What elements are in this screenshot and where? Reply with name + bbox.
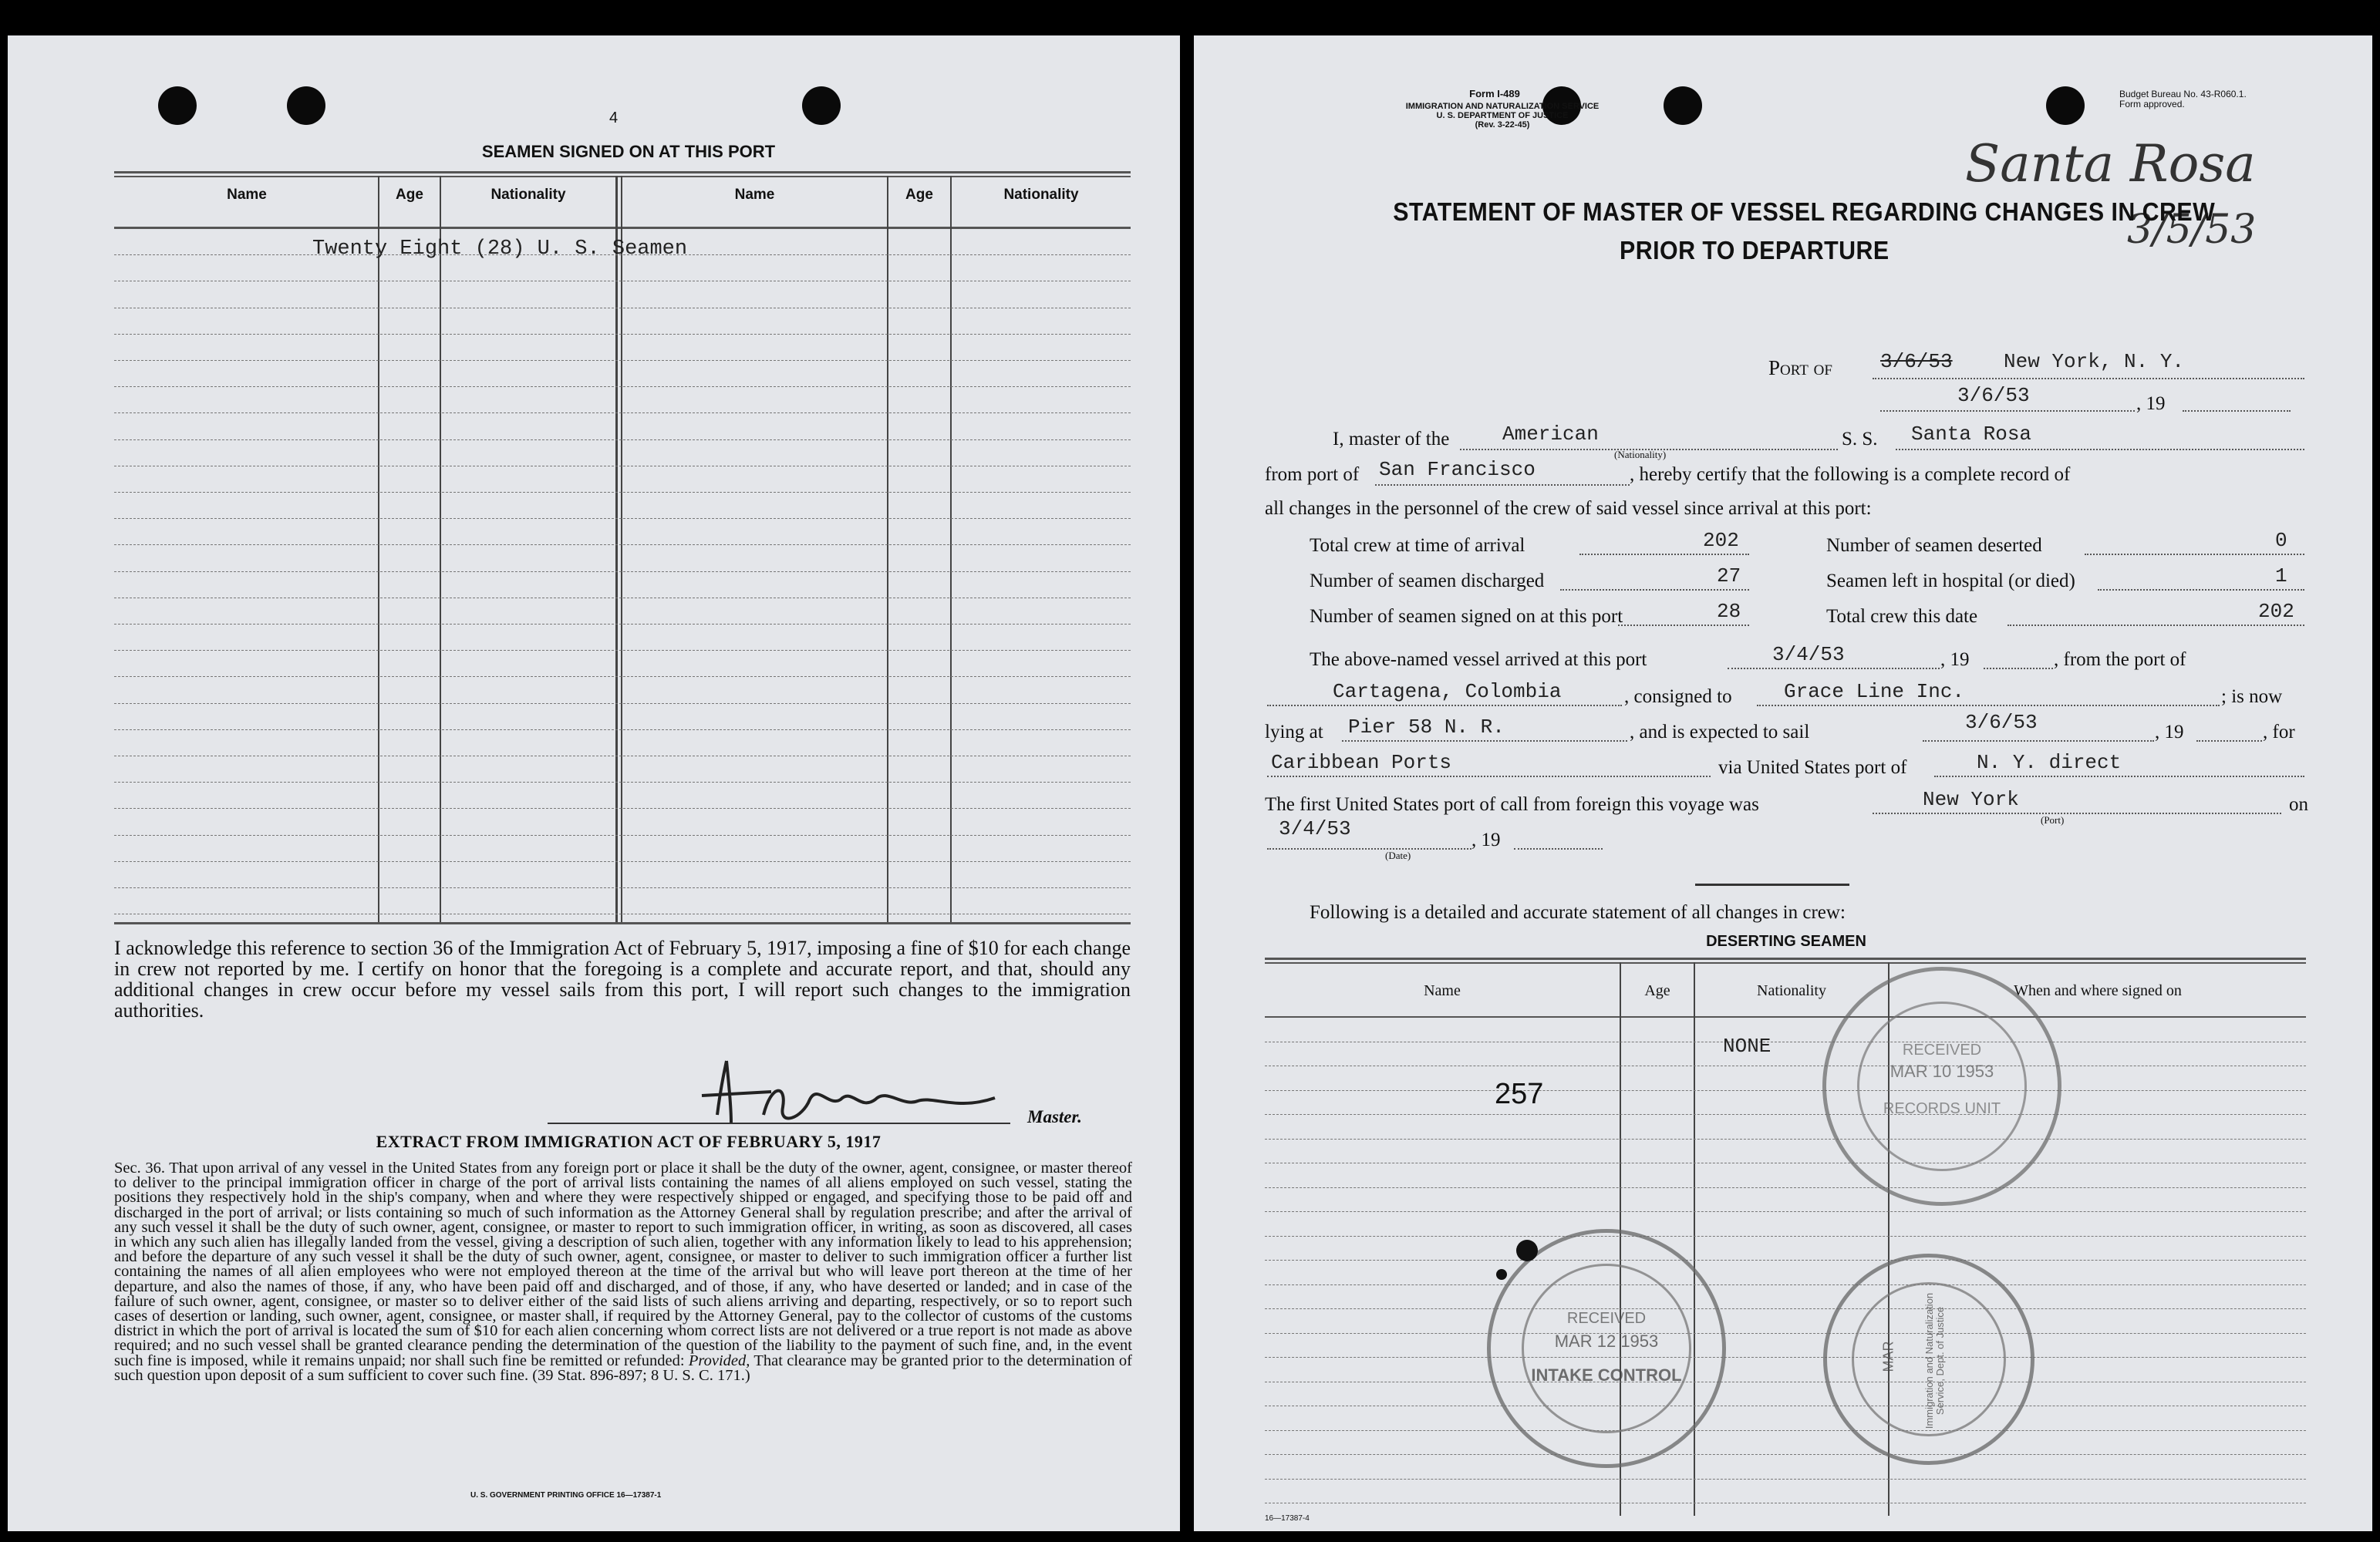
column-divider (440, 176, 441, 922)
first-date-line (1267, 848, 1471, 850)
right-page (1194, 35, 2372, 1531)
first-port-label: The first United States port of call from foreign this voyage was (1265, 794, 1759, 815)
sail-year-line (2196, 740, 2262, 742)
punch-hole (802, 86, 841, 125)
stat-label: Total crew this date (1826, 606, 1978, 627)
column-header: Age (905, 187, 933, 203)
port-line (1873, 378, 2304, 379)
stat-line (2007, 625, 2304, 626)
via-value: N. Y. direct (1977, 751, 2122, 774)
ink-blot (1516, 1240, 1538, 1261)
table-row (1265, 1090, 2306, 1091)
table-top-border (1265, 958, 2306, 960)
column-header: When and where signed on (2014, 982, 2182, 999)
vessel-value: Santa Rosa (1911, 423, 2032, 446)
budget-line: Budget Bureau No. 43-R060.1. (2119, 89, 2247, 99)
from-port-label: from port of (1265, 464, 1360, 485)
ins-stamp (1823, 1254, 2034, 1465)
first-date-19: , 19 (1471, 830, 1501, 850)
stat-value: 27 (1717, 564, 1741, 588)
stat-label: Total crew at time of arrival (1310, 535, 1525, 556)
count-value: 257 (1495, 1078, 1544, 1110)
table-row (1265, 1430, 2306, 1431)
on-label: on (2289, 794, 2308, 815)
lying-label: lying at (1265, 722, 1323, 742)
port-label: Port of (1768, 356, 1832, 379)
sail-19: , 19 (2155, 722, 2184, 742)
table-row (1265, 1260, 2306, 1261)
stat-line (1579, 554, 1749, 555)
date-suffix: , 19 (2136, 393, 2166, 414)
stat-value: 1 (2275, 564, 2287, 588)
header-divider (1265, 1016, 2306, 1018)
ink-blot (1496, 1269, 1507, 1280)
is-now: ; is now (2221, 686, 2283, 707)
header-divider (114, 227, 1131, 229)
table-row (1265, 1187, 2306, 1188)
column-header: Name (734, 187, 775, 203)
date-line (1880, 410, 2135, 412)
table-top-border (114, 176, 1131, 177)
first-date-value: 3/4/53 (1279, 817, 1351, 840)
table-row (114, 729, 1131, 730)
vessel-line (1896, 449, 2304, 450)
stat-line (1560, 589, 1749, 591)
port-value: New York, N. Y. (2004, 350, 2185, 373)
table-row (1265, 1308, 2306, 1309)
stamp-text: INTAKE CONTROL (1531, 1365, 1682, 1385)
table-top-border (114, 171, 1131, 173)
stat-label: Number of seamen signed on at this port (1310, 606, 1623, 627)
acknowledgment-text: I acknowledge this reference to section 36 of the Immigration Act of February 5, 1917, imposing a fine of $10 for each change in crew not reported by me. I certify on honor that the foregoing is a complete and accurate report, and that, should any additional changes in crew occur before my vessel sails from this port, I will report such changes to the immigration authorities. (114, 937, 1131, 1022)
table-title: SEAMEN SIGNED ON AT THIS PORT (481, 142, 776, 161)
budget-line: Form approved. (2119, 99, 2185, 109)
from-port-value: San Francisco (1379, 458, 1536, 481)
stamp-text: Immigration and Naturalization Service, Dept. of Justice (1923, 1292, 1946, 1429)
column-divider (621, 176, 622, 922)
table-row (114, 360, 1131, 361)
handwritten-date: 3/5/53 (2127, 207, 2257, 253)
master-prefix: I, master of the (1333, 429, 1450, 449)
stat-value: 0 (2275, 529, 2287, 552)
table-row (114, 676, 1131, 677)
records-unit-stamp (1822, 967, 2061, 1206)
via-label: via United States port of (1718, 757, 1907, 778)
table-row (114, 386, 1131, 387)
date-year-line (2183, 410, 2291, 412)
lying-value: Pier 58 N. R. (1348, 715, 1505, 739)
table-row (1265, 1454, 2306, 1455)
arrived-value: 3/4/53 (1772, 643, 1845, 666)
stat-label: Number of seamen deserted (1826, 535, 2042, 556)
arrived-label: The above-named vessel arrived at this port (1310, 649, 1647, 670)
stamp-text: MAR 10 1953 (1890, 1062, 1994, 1081)
left-page (8, 35, 1180, 1531)
stamp-text: MAR (1880, 1341, 1896, 1372)
port-struck-value: 3/6/53 (1880, 350, 1953, 373)
via-line (1934, 776, 2304, 777)
stat-line (1618, 625, 1749, 626)
all-changes-text: all changes in the personnel of the crew of said vessel since arrival at this port: (1265, 498, 1872, 519)
stat-line (2098, 589, 2304, 591)
table-row (114, 624, 1131, 625)
dest-line (1267, 776, 1711, 777)
stamp-text: RECORDS UNIT (1883, 1100, 2001, 1117)
stamp-text: RECEIVED (1902, 1042, 1982, 1059)
stat-value: 202 (2258, 600, 2294, 623)
sail-line (1923, 740, 2154, 742)
table-row (1265, 1139, 2306, 1140)
stat-value: 202 (1703, 529, 1739, 552)
stat-label: Number of seamen discharged (1310, 571, 1545, 591)
column-divider (378, 176, 379, 922)
date-caption: (Date) (1385, 850, 1411, 861)
stat-line (2085, 554, 2304, 555)
stat-label: Seamen left in hospital (or died) (1826, 571, 2075, 591)
first-port-value: New York (1923, 788, 2019, 811)
from-line (1267, 705, 1622, 706)
dest-value: Caribbean Ports (1271, 751, 1452, 774)
consigned-label: , consigned to (1624, 686, 1732, 707)
budget-block (2119, 89, 2247, 109)
arrived-line (1728, 668, 1940, 669)
column-header: Age (1644, 982, 1670, 999)
agency-line: IMMIGRATION AND NATURALIZATION SERVICE (1405, 102, 1600, 111)
column-divider (950, 176, 952, 922)
column-header: Name (227, 187, 267, 203)
table-row (114, 544, 1131, 545)
handwritten-vessel: Santa Rosa (1965, 134, 2256, 194)
port-caption: (Port) (2041, 814, 2065, 826)
section-rule (1695, 884, 1849, 886)
certify-text: , hereby certify that the following is a complete record of (1630, 464, 2071, 485)
table-row (114, 412, 1131, 413)
stat-value: 28 (1717, 600, 1741, 623)
extract-proviso: Provided, (688, 1352, 750, 1369)
page-number: 4 (609, 109, 619, 126)
table-row (1265, 1284, 2306, 1285)
table-row (114, 571, 1131, 572)
column-divider (615, 176, 618, 922)
extract-body (114, 1161, 1132, 1383)
consigned-line (1757, 705, 2220, 706)
agency-block (1302, 102, 1703, 130)
printer-mark: 16—17387-4 (1265, 1514, 1310, 1523)
column-header: Name (1424, 982, 1461, 999)
signature-line (548, 1123, 1010, 1124)
column-divider (887, 176, 888, 922)
for-label: , for (2263, 722, 2295, 742)
punch-hole (287, 86, 325, 125)
form-subtitle: PRIOR TO DEPARTURE (1620, 236, 1890, 264)
from-the-port: , from the port of (2054, 649, 2186, 670)
expected-label: , and is expected to sail (1630, 722, 1810, 742)
table-row (1265, 1479, 2306, 1480)
table-row (114, 439, 1131, 440)
table-top-border (1265, 962, 2306, 964)
arrived-19: , 19 (1940, 649, 1970, 670)
deserting-title: DESERTING SEAMEN (1706, 933, 1866, 950)
master-label: Master. (1027, 1107, 1082, 1126)
arrived-year-line (1984, 668, 2053, 669)
column-header: Age (396, 187, 423, 203)
table-bottom-border (114, 922, 1131, 924)
table-row (114, 650, 1131, 651)
table-row (1265, 1211, 2306, 1212)
table-row (114, 861, 1131, 862)
column-header: Nationality (1757, 982, 1826, 999)
table-row (114, 334, 1131, 335)
printer-mark: U. S. GOVERNMENT PRINTING OFFICE 16—17387-1 (470, 1491, 662, 1500)
first-port-line (1873, 813, 2281, 814)
ss-label: S. S. (1842, 429, 1878, 449)
extract-text: Sec. 36. That upon arrival of any vessel in the United States from any foreign port or place it shall be the duty of the owner, agent, consignee, or master thereof to deliver to the principal immigration officer in charge of the port of arrival lists containing the names of all aliens employed on such vessel, stating the positions they respectively hold in the ship's company, when and where they were respectively shipped or engaged, and specifying those to be paid off and discharged in the port of arrival; or lists containing so much of such information as the Attorney General shall by regulation prescribe; and after the arrival of any such vessel it shall be the duty of such owner, agent, consignee, or master to report to such immigration officer, in writing, as soon as discovered, all cases in which any such alien has illegally landed from the vessel, giving a description of such alien, together with any information likely to lead to his apprehension; and before the departure of any such vessel it shall be the duty of such owner, agent, consignee, or master to deliver to such immigration officer a further list containing the names of all alien employees who were not employed thereon at the time of the arrival but who will leave port thereon at the time of her departure, and also the names of those, if any, who have been paid off and discharged, and of those, if any, who have deserted or landed; and in case of the failure of such owner, agent, consignee, or master so to deliver either of the said lists of such aliens arriving and departing, respectively, or so to report such cases of desertion or landing, such owner, agent, consignee, or master shall, if required by the Attorney General, pay to the collector of customs of the customs district in which the port of arrival is located the sum of $10 for each alien concerning whom correct lists are not delivered or a true report is not made as above required; and no such vessel shall be granted clearance pending the determination of the question of the liability to the payment of such fine, and, in the event such fine is imposed, while it remains unpaid; nor shall such fine be remitted or refunded: (114, 1160, 1132, 1369)
table-row (114, 703, 1131, 704)
none-value: NONE (1723, 1035, 1772, 1058)
column-header: Nationality (490, 187, 566, 203)
first-date-year-line (1514, 848, 1603, 850)
form-title: STATEMENT OF MASTER OF VESSEL REGARDING CHANGES IN CREW (1393, 197, 2216, 226)
column-header: Nationality (1003, 187, 1079, 203)
punch-hole (2046, 86, 2085, 125)
intake-control-stamp (1487, 1229, 1726, 1468)
table-row (1265, 1236, 2306, 1237)
date-value: 3/6/53 (1957, 384, 2030, 407)
punch-hole (158, 86, 197, 125)
column-divider (1694, 962, 1695, 1516)
table-row (114, 808, 1131, 809)
extract-end: That clearance may be granted prior to the determination of such question upon deposit of a sum sufficient to cover such fine. (114, 1352, 1133, 1384)
sail-value: 3/6/53 (1965, 711, 2038, 734)
agency-line: (Rev. 3-22-45) (1475, 120, 1530, 130)
table-row (1265, 1333, 2306, 1334)
signed-on-entry: Twenty Eight (28) U. S. Seamen (312, 237, 688, 261)
master-signature (686, 1053, 1010, 1130)
table-row (1265, 1357, 2306, 1358)
form-number: Form I-489 (1469, 88, 1520, 99)
following-text: Following is a detailed and accurate statement of all changes in crew: (1310, 902, 1846, 923)
lying-line (1342, 740, 1627, 742)
from-value: Cartagena, Colombia (1333, 680, 1562, 703)
stamp-text: MAR 12 1953 (1554, 1332, 1659, 1351)
nationality-caption: (Nationality) (1614, 449, 1667, 460)
extract-citation: (39 Stat. 896-897; 8 U. S. C. 171.) (532, 1366, 750, 1384)
from-port-line (1375, 484, 1630, 486)
consigned-value: Grace Line Inc. (1784, 680, 1965, 703)
stamp-text: RECEIVED (1566, 1310, 1647, 1327)
table-row (114, 492, 1131, 493)
table-row (114, 835, 1131, 836)
table-row (114, 782, 1131, 783)
table-row (1265, 1114, 2306, 1115)
agency-line: U. S. DEPARTMENT OF JUSTICE (1436, 111, 1569, 120)
table-row (114, 887, 1131, 888)
nationality-value: American (1502, 423, 1599, 446)
extract-title: EXTRACT FROM IMMIGRATION ACT OF FEBRUARY 5, 1917 (376, 1132, 882, 1151)
table-row (114, 518, 1131, 519)
